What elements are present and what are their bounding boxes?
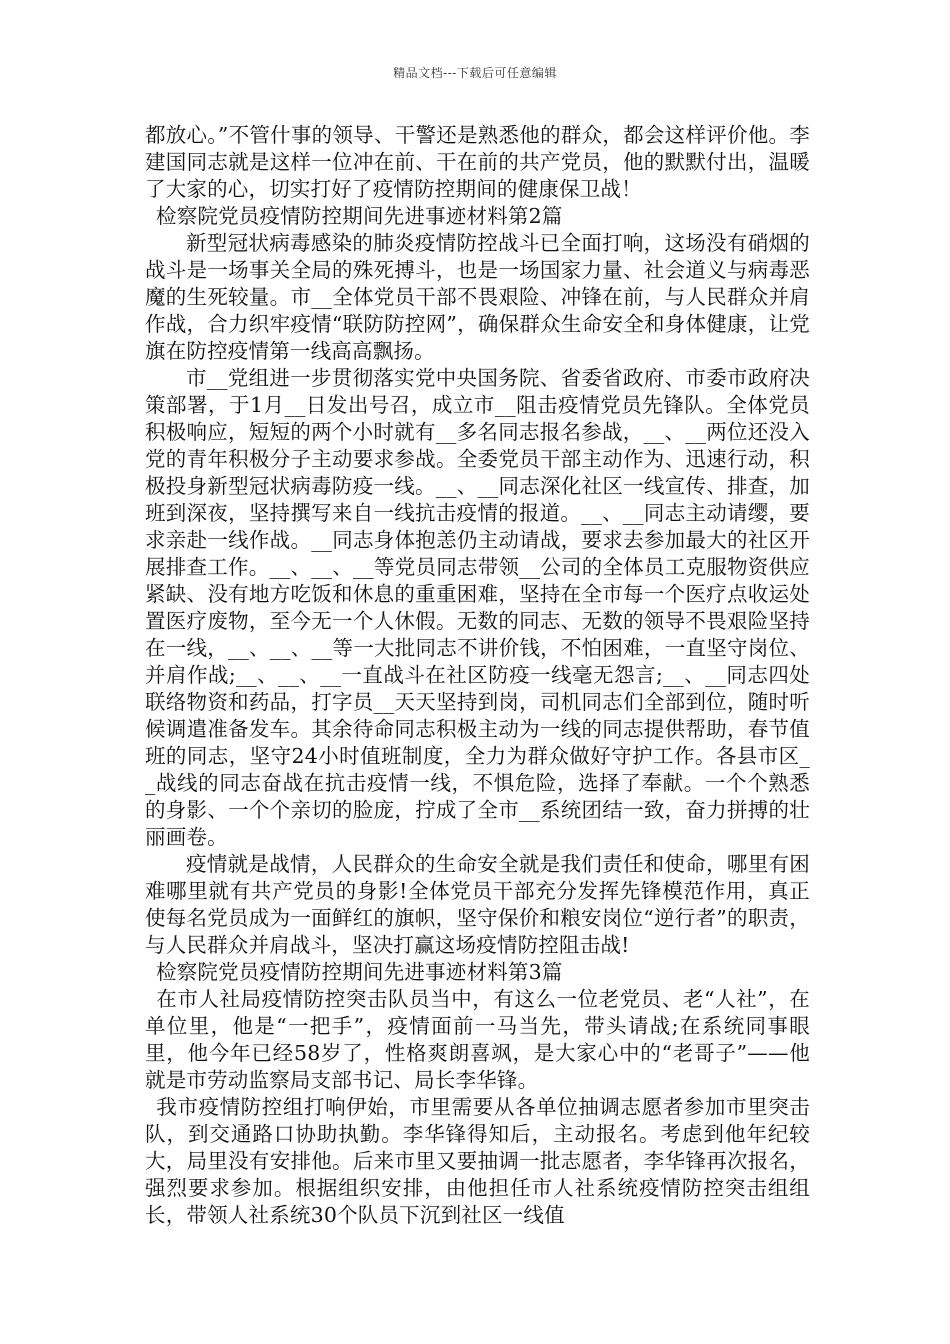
paragraph-intro-3: 在市人社局疫情防控突击队员当中，有这么一位老党员、老“人社”，在单位里，他是“一把手”，疫情面前一马当先，带头请战;在系统同事眼里，他今年已经58岁了，性格爽朗喜飒，是大家心中的“老哥子”——他就是市劳动监察局支部书记、局长李华锋。 [145,987,810,1092]
paragraph-conclusion-2: 疫情就是战情，人民群众的生命安全就是我们责任和使命，哪里有困难哪里就有共产党员的身影!全体党员干部充分发挥先锋模范作用，真正使每名党员成为一面鲜红的旗帜，坚守保价和粮安岗位“逆行者”的职责，与人民群众并肩战斗，坚决打赢这场疫情防控阻击战! [145,852,810,957]
page-header-note: 精品文档---下载后可任意编辑 [393,66,557,80]
paragraph-story-3: 我市疫情防控组打响伊始，市里需要从各单位抽调志愿者参加市里突击队，到交通路口协助执勤。李华锋得知后，主动报名。考虑到他年纪较大，局里没有安排他。后来市里又要抽调一批志愿者，李华锋再次报名，强烈要求参加。根据组织安排，由他担任市人社系统疫情防控突击组组长，带领人社系统30个队员下沉到社区一线值 [145,1095,810,1227]
section-heading-2: 检察院党员疫情防控期间先进事迹材料第2篇 [156,204,563,228]
paragraph-continued: 都放心。”不管什事的领导、干警还是熟悉他的群众，都会这样评价他。李建国同志就是这样一位冲在前、干在前的共产党员，他的默默付出，温暖了大家的心，切实打好了疫情防控期间的健康保卫战！ [145,123,810,201]
section-heading-3: 检察院党员疫情防控期间先进事迹材料第3篇 [156,960,563,984]
document-body [145,122,810,1229]
paragraph-actions-2: 市__党组进一步贯彻落实党中央国务院、省委省政府、市委市政府决策部署，于1月__日发出号召，成立市__阻击疫情党员先锋队。全体党员积极响应，短短的两个小时就有__多名同志报名参战，__、__两位还没入党的青年积极分子主动要求参战。全委党员干部主动作为、迅速行动，积极投身新型冠状病毒防疫一线。__、__同志深化社区一线宣传、排查，加班到深夜，坚持撰写来自一线抗击疫情的报道。__、__同志主动请缨，要求亲赴一线作战。__同志身体抱恙仍主动请战，要求去参加最大的社区开展排查工作。__、__、__等党员同志带领__公司的全体员工克服物资供应紧缺、没有地方吃饭和休息的重重困难，坚持在全市每一个医疗点收运处置医疗废物，至今无一个人休假。无数的同志、无数的领导不畏艰险坚持在一线，__、__、__等一大批同志不讲价钱，不怕困难，一直坚守岗位、并肩作战;__、__、__一直战斗在社区防疫一线毫无怨言;__、__同志四处联络物资和药品，打字员__天天坚持到岗，司机同志们全部到位，随时听候调遣准备发车。其余待命同志积极主动为一线的同志提供帮助，春节值班的同志，坚守24小时值班制度，全力为群众做好守护工作。各县市区__战线的同志奋战在抗击疫情一线，不惧危险，选择了奉献。一个个熟悉的身影、一个个亲切的脸庞，拧成了全市__系统团结一致，奋力拼搏的壮丽画卷。 [145,366,810,849]
paragraph-intro-2: 新型冠状病毒感染的肺炎疫情防控战斗已全面打响，这场没有硝烟的战斗是一场事关全局的殊死搏斗，也是一场国家力量、社会道义与病毒恶魔的生死较量。市__全体党员干部不畏艰险、冲锋在前，与人民群众并肩作战，合力织牢疫情“联防防控网”，确保群众生命安全和身体健康，让党旗在防控疫情第一线高高飘扬。 [145,231,810,363]
